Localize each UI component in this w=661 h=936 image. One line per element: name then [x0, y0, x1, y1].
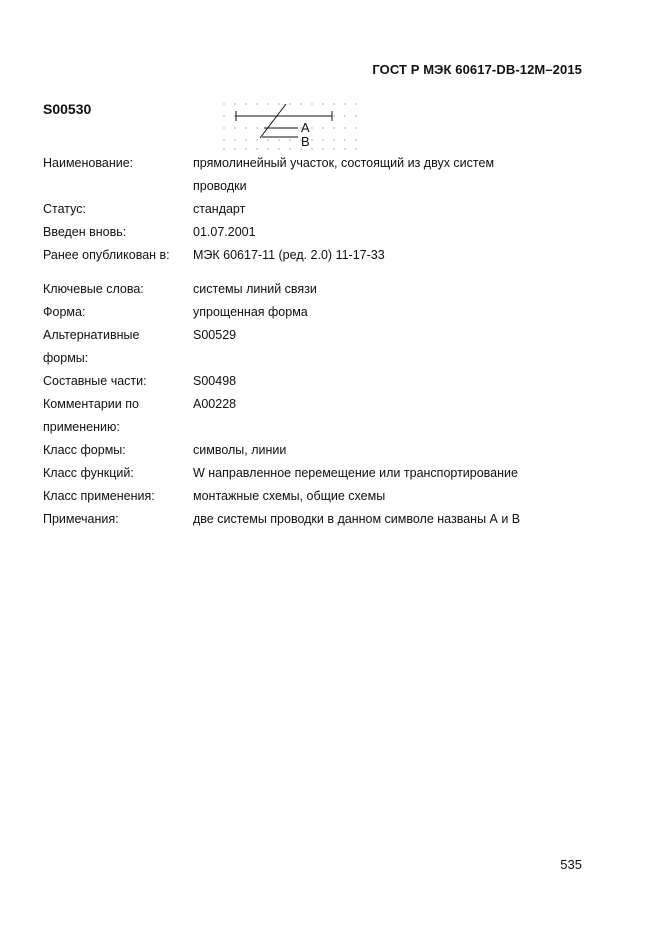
field-value: A00228 [193, 397, 237, 411]
field-label: Класс формы: [43, 443, 126, 457]
symbol-fields [43, 152, 583, 531]
field-label: Комментарии по [43, 397, 139, 411]
field-row [43, 416, 583, 439]
field-value: прямолинейный участок, состоящий из двух систем [193, 156, 495, 170]
field-row [43, 462, 583, 485]
field-label: формы: [43, 351, 89, 365]
page-number: 535 [560, 857, 582, 872]
field-label: Ранее опубликован в: [43, 248, 170, 262]
field-row [43, 301, 583, 324]
field-label: Ключевые слова: [43, 282, 144, 296]
field-row [43, 439, 583, 462]
field-value: системы линий связи [193, 282, 317, 296]
field-row [43, 244, 583, 267]
wiring-symbol-graphic [222, 100, 362, 150]
field-label: Примечания: [43, 512, 119, 526]
field-label: Альтернативные [43, 328, 140, 342]
field-value: проводки [193, 179, 247, 193]
field-label: Наименование: [43, 156, 134, 170]
symbol-label-a: A [301, 120, 310, 135]
field-value: W направленное перемещение или транспортирование [193, 466, 518, 480]
field-value: символы, линии [193, 443, 287, 457]
field-label: применению: [43, 420, 120, 434]
field-label [43, 175, 193, 198]
field-label: Составные части: [43, 374, 147, 388]
field-value [193, 347, 583, 370]
field-value: 01.07.2001 [193, 225, 256, 239]
field-value: S00529 [193, 328, 237, 342]
field-value: стандарт [193, 202, 246, 216]
field-row [43, 485, 583, 508]
field-row [43, 324, 583, 347]
field-value: упрощенная форма [193, 305, 308, 319]
field-row [43, 175, 583, 198]
field-row [43, 221, 583, 244]
field-row [43, 152, 583, 175]
field-value: монтажные схемы, общие схемы [193, 489, 386, 503]
symbol-code: S00530 [43, 101, 92, 117]
field-row [43, 198, 583, 221]
field-label: Класс применения: [43, 489, 155, 503]
field-label: Форма: [43, 305, 86, 319]
field-label: Статус: [43, 202, 86, 216]
field-value: S00498 [193, 374, 237, 388]
symbol-label-b: B [301, 134, 310, 149]
field-row [43, 278, 583, 301]
field-row [43, 370, 583, 393]
field-value: МЭК 60617-11 (ред. 2.0) 11-17-33 [193, 248, 385, 262]
field-row [43, 508, 583, 531]
document-header: ГОСТ Р МЭК 60617-DB-12M–2015 [372, 62, 582, 77]
field-value [193, 416, 583, 439]
field-row [43, 347, 583, 370]
field-label: Введен вновь: [43, 225, 127, 239]
field-value: две системы проводки в данном символе названы А и В [193, 512, 521, 526]
fields-group-main [43, 152, 583, 267]
field-label: Класс функций: [43, 466, 134, 480]
field-row [43, 393, 583, 416]
fields-group-details [43, 278, 583, 531]
